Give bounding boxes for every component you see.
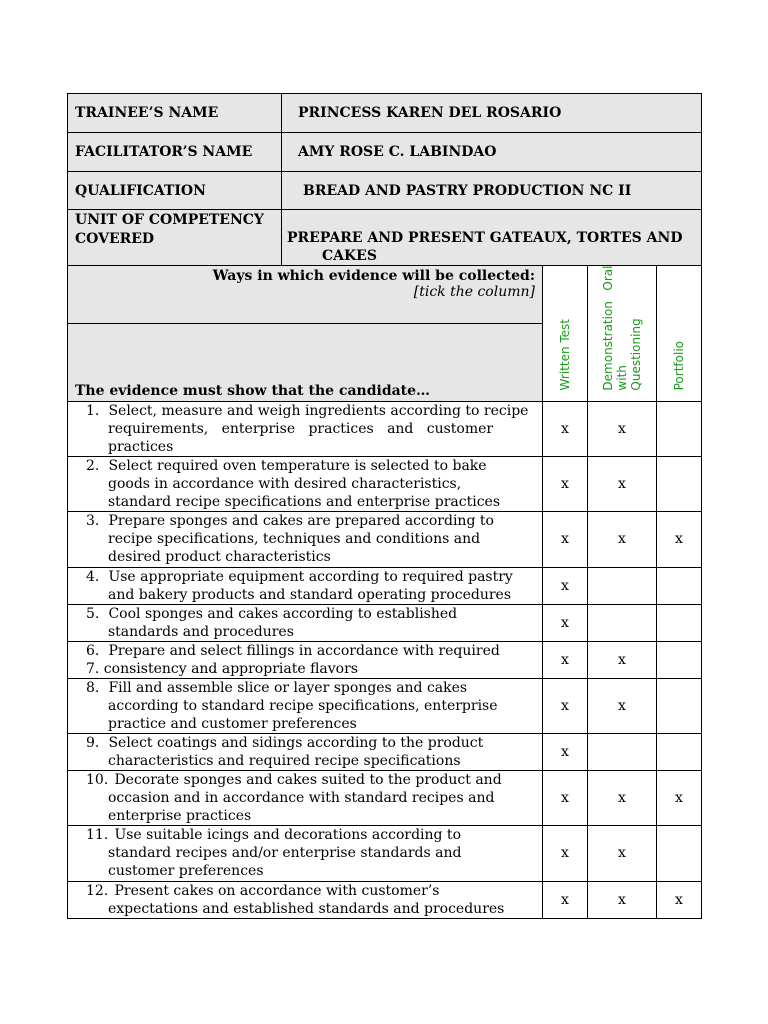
tick-portfolio	[657, 825, 702, 881]
evidence-table	[67, 93, 702, 919]
criterion-text	[68, 604, 543, 641]
criterion-line: desired product characteristics	[108, 548, 331, 565]
demo-header-line3: Questioning	[629, 318, 643, 391]
written-test-header: Written Test	[558, 319, 572, 391]
tick-demo: x	[588, 881, 657, 918]
criterion-line: practices	[108, 438, 174, 455]
criterion-line: 1. Select, measure and weigh ingredients according to recipe	[86, 402, 529, 419]
tick-demo: x	[588, 511, 657, 567]
criterion-row	[68, 770, 702, 825]
tick-portfolio: x	[657, 511, 702, 567]
criterion-text	[68, 641, 543, 678]
criterion-line: goods in accordance with desired characteristics,	[108, 475, 462, 492]
criterion-number: 2.	[86, 457, 100, 474]
criterion-row	[68, 733, 702, 770]
criterion-text	[68, 733, 543, 770]
criterion-line: 5. Cool sponges and cakes according to established	[86, 605, 458, 622]
unit-label-line1: UNIT OF COMPETENCY	[75, 212, 264, 228]
criterion-text	[68, 456, 543, 511]
col-portfolio	[657, 266, 702, 402]
criterion-line: standard recipe specifications and enterprise practices	[108, 493, 501, 510]
criterion-row	[68, 825, 702, 881]
criterion-number: 6.	[86, 642, 100, 659]
criterion-line: 9. Select coatings and sidings according to the product	[86, 734, 484, 751]
criterion-line: 12. Present cakes on accordance with customer’s	[86, 882, 440, 899]
criterion-text	[68, 401, 543, 456]
col-written-test	[543, 266, 588, 402]
criterion-row	[68, 567, 702, 604]
criterion-text	[68, 881, 543, 918]
assessment-form	[67, 93, 701, 919]
criterion-line: requirements, enterprise practices and customer	[108, 420, 494, 437]
tick-written: x	[543, 456, 588, 511]
criterion-line: occasion and in accordance with standard recipes and	[108, 789, 495, 806]
criterion-number: 12.	[86, 882, 109, 899]
criterion-number: 9.	[86, 734, 100, 751]
criterion-line: 3. Prepare sponges and cakes are prepared according to	[86, 512, 494, 529]
tick-portfolio	[657, 604, 702, 641]
demo-oral: Oral	[601, 266, 615, 292]
tick-demo: x	[588, 641, 657, 678]
criterion-line: expectations and established standards and procedures	[108, 900, 505, 917]
evidence-statement: The evidence must show that the candidate…	[68, 324, 543, 401]
criterion-text	[68, 678, 543, 733]
tick-portfolio	[657, 733, 702, 770]
qualification-value: BREAD AND PASTRY PRODUCTION NC II	[282, 172, 702, 210]
criterion-number: 8.	[86, 679, 100, 696]
unit-value-line2: CAKES	[322, 248, 377, 264]
criterion-number: 4.	[86, 568, 100, 585]
tick-written: x	[543, 881, 588, 918]
ways-heading: Ways in which evidence will be collected:	[212, 268, 535, 284]
criterion-row	[68, 401, 702, 456]
tick-demo	[588, 604, 657, 641]
tick-demo: x	[588, 678, 657, 733]
criterion-number: 11.	[86, 826, 109, 843]
tick-written: x	[543, 770, 588, 825]
criterion-line: enterprise practices	[108, 807, 252, 824]
tick-written: x	[543, 604, 588, 641]
unit-label-line2: COVERED	[75, 231, 155, 247]
tick-portfolio	[657, 678, 702, 733]
portfolio-header: Portfolio	[672, 341, 686, 391]
criterion-line: 6. Prepare and select fillings in accordance with required	[86, 642, 500, 659]
trainee-label: TRAINEE’S NAME	[68, 94, 282, 133]
unit-value	[282, 210, 702, 266]
trainee-value: PRINCESS KAREN DEL ROSARIO	[282, 94, 702, 133]
demo-header	[601, 266, 643, 391]
demo-header-line2: with	[615, 365, 629, 391]
criterion-line: and bakery products and standard operating procedures	[108, 586, 512, 603]
tick-portfolio	[657, 456, 702, 511]
tick-instruction: [tick the column]	[413, 284, 535, 300]
criterion-row	[68, 678, 702, 733]
criterion-line: 10. Decorate sponges and cakes suited to the product and	[86, 771, 502, 788]
criterion-line: 2. Select required oven temperature is selected to bake	[86, 457, 487, 474]
tick-portfolio	[657, 401, 702, 456]
criterion-text	[68, 825, 543, 881]
criterion-row	[68, 604, 702, 641]
col-demonstration	[588, 266, 657, 402]
tick-written: x	[543, 511, 588, 567]
criterion-line: characteristics and required recipe specifications	[108, 752, 461, 769]
ways-cell	[68, 266, 543, 324]
criterion-number: 3.	[86, 512, 100, 529]
criterion-line: 4. Use appropriate equipment according to required pastry	[86, 568, 513, 585]
tick-demo: x	[588, 456, 657, 511]
facilitator-value: AMY ROSE C. LABINDAO	[282, 133, 702, 172]
facilitator-label: FACILITATOR’S NAME	[68, 133, 282, 172]
criterion-text	[68, 770, 543, 825]
criterion-text	[68, 511, 543, 567]
criterion-line: according to standard recipe specifications, enterprise	[108, 697, 498, 714]
criterion-line: customer preferences	[108, 862, 264, 879]
demo-header-line1: DemonstrationOral	[601, 266, 615, 391]
tick-portfolio	[657, 567, 702, 604]
criterion-line: 11. Use suitable icings and decorations according to	[86, 826, 461, 843]
tick-written: x	[543, 567, 588, 604]
qualification-label: QUALIFICATION	[68, 172, 282, 210]
tick-demo: x	[588, 401, 657, 456]
tick-written: x	[543, 678, 588, 733]
tick-portfolio: x	[657, 881, 702, 918]
tick-portfolio	[657, 641, 702, 678]
unit-value-line1: PREPARE AND PRESENT GATEAUX, TORTES AND	[287, 230, 683, 246]
criterion-text	[68, 567, 543, 604]
unit-label	[68, 210, 282, 266]
criteria-list	[68, 401, 702, 918]
criterion-number: 10.	[86, 771, 109, 788]
criterion-line: practice and customer preferences	[108, 715, 357, 732]
criterion-line: standard recipes and/or enterprise standards and	[108, 844, 462, 861]
tick-written: x	[543, 401, 588, 456]
criterion-row	[68, 881, 702, 918]
criterion-line: standards and procedures	[108, 623, 294, 640]
criterion-row	[68, 641, 702, 678]
tick-portfolio: x	[657, 770, 702, 825]
tick-demo: x	[588, 825, 657, 881]
criterion-number: 1.	[86, 402, 100, 419]
criterion-line: 8. Fill and assemble slice or layer sponges and cakes	[86, 679, 468, 696]
criterion-row	[68, 511, 702, 567]
tick-written: x	[543, 825, 588, 881]
tick-demo	[588, 567, 657, 604]
tick-demo	[588, 733, 657, 770]
tick-written: x	[543, 641, 588, 678]
criterion-line: 7. consistency and appropriate flavors	[86, 660, 358, 677]
tick-written: x	[543, 733, 588, 770]
criterion-row	[68, 456, 702, 511]
criterion-line: recipe specifications, techniques and conditions and	[108, 530, 481, 547]
criterion-number: 5.	[86, 605, 100, 622]
tick-demo: x	[588, 770, 657, 825]
